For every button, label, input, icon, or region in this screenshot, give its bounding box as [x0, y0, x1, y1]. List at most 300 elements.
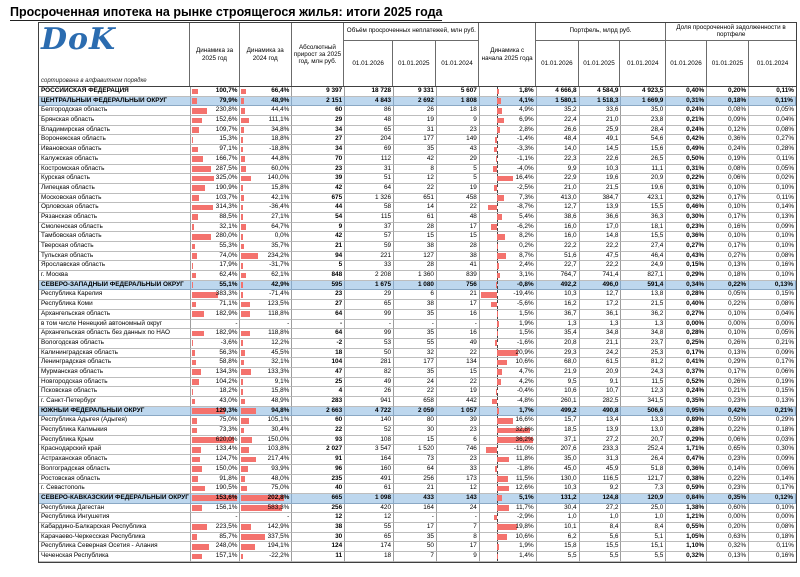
cell-s26: 0,31%: [666, 184, 707, 194]
cell-p26: 21,0: [537, 184, 580, 194]
cell-v24: -: [437, 320, 480, 330]
cell-v26: 64: [345, 184, 394, 194]
cell-v25: 80: [394, 416, 437, 426]
cell-p25: 490,8: [580, 407, 622, 417]
cell-s25: 0,59%: [707, 416, 749, 426]
cell-v25: 28: [394, 261, 437, 271]
dynamics-databar: [192, 108, 208, 114]
cell-dyn: -0,4%: [480, 387, 537, 397]
cell-d24: 44,4%: [240, 106, 292, 116]
cell-s26: 0,49%: [666, 145, 707, 155]
cell-v26: 108: [345, 436, 394, 446]
cell-s25: 0,32%: [707, 542, 749, 552]
cell-s26: 0,23%: [666, 223, 707, 233]
cell-p26: 413,0: [537, 194, 580, 204]
cell-v26: 2 208: [345, 271, 394, 281]
dynamics-databar: [241, 205, 243, 211]
cell-s26: 0,25%: [666, 339, 707, 349]
region-name: Костромская область: [39, 165, 191, 175]
col-header-abs: Абсолютный прирост за 2025 год, млн руб.: [292, 23, 345, 86]
cell-s25: 0,26%: [707, 339, 749, 349]
cell-v25: 38: [394, 300, 437, 310]
cell-v24: 1 808: [437, 97, 480, 107]
dynamics-databar: [192, 428, 197, 434]
cell-p25: 22,2: [580, 242, 622, 252]
cell-s25: 0,13%: [707, 261, 749, 271]
region-name: Архангельская область без данных по НАО: [39, 329, 191, 339]
cell-p26: 15,8: [537, 542, 580, 552]
dynamics-databar: [192, 350, 196, 356]
cell-dyn: -1,8%: [480, 465, 537, 475]
cell-p26: 764,7: [537, 271, 580, 281]
cell-abs: 5: [292, 261, 345, 271]
dynamics-start-databar: [497, 495, 502, 501]
cell-d24: 123,5%: [240, 300, 292, 310]
dynamics-start-databar: [497, 195, 504, 201]
cell-p26: 16,2: [537, 300, 580, 310]
cell-d25: 182,9%: [191, 310, 241, 320]
cell-d25: 97,1%: [191, 145, 241, 155]
cell-p25: 49,1: [580, 135, 622, 145]
cell-v24: 22: [437, 349, 480, 359]
table-row: [39, 135, 796, 145]
region-name: Ленинградская область: [39, 358, 191, 368]
cell-s25: 0,22%: [707, 426, 749, 436]
dynamics-databar: [192, 147, 199, 153]
cell-s26: 0,50%: [666, 155, 707, 165]
cell-abs: 40: [292, 484, 345, 494]
cell-p24: 51,8: [621, 465, 666, 475]
dynamics-databar: [241, 292, 243, 298]
cell-abs: 42: [292, 232, 345, 242]
region-name: Владимирская область: [39, 126, 191, 136]
dynamics-databar: [241, 127, 243, 133]
region-name: Астраханская область: [39, 455, 191, 465]
cell-d24: 44,8%: [240, 155, 292, 165]
dynamics-databar: [192, 457, 201, 463]
dynamics-start-databar: [497, 505, 509, 511]
cell-v25: -: [394, 513, 437, 523]
cell-v26: 99: [345, 310, 394, 320]
cell-s24: 0,18%: [749, 533, 796, 543]
cell-s25: 0,10%: [707, 310, 749, 320]
cell-p24: 20,7: [621, 436, 666, 446]
cell-s24: 0,05%: [749, 165, 796, 175]
cell-p26: 26,6: [537, 126, 580, 136]
page-title: Просроченная ипотека на рынке строящегося жилья: итоги 2025 года: [10, 5, 443, 19]
cell-d24: 27,1%: [240, 213, 292, 223]
cell-s26: 0,28%: [666, 290, 707, 300]
dynamics-databar: [192, 399, 195, 405]
cell-s25: 0,36%: [707, 135, 749, 145]
cell-p26: 4 666,8: [537, 87, 580, 97]
cell-s25: 0,12%: [707, 126, 749, 136]
dynamics-databar: [241, 176, 251, 182]
region-name: Липецкая область: [39, 184, 191, 194]
region-name: Республика Адыгея (Адыгея): [39, 416, 191, 426]
dynamics-databar: [241, 554, 243, 560]
cell-s26: 0,22%: [666, 174, 707, 184]
cell-d25: 15,3%: [191, 135, 241, 145]
region-name: Псковская область: [39, 387, 191, 397]
cell-v26: 4 843: [345, 97, 394, 107]
cell-s24: 0,11%: [749, 155, 796, 165]
cell-dyn: 2,4%: [480, 261, 537, 271]
cell-p24: 27,4: [621, 242, 666, 252]
cell-p24: 28,4: [621, 126, 666, 136]
cell-p24: 19,6: [621, 184, 666, 194]
cell-p26: 30,4: [537, 504, 580, 514]
dynamics-start-databar: [495, 466, 497, 472]
cell-p24: 23,8: [621, 116, 666, 126]
region-name: Республика Карелия: [39, 290, 191, 300]
cell-s24: 0,04%: [749, 310, 796, 320]
cell-v24: 21: [437, 290, 480, 300]
table-row: [39, 358, 796, 368]
cell-v26: 1 098: [345, 494, 394, 504]
dynamics-databar: [192, 379, 199, 385]
cell-dyn: 11,7%: [480, 504, 537, 514]
table-row: [39, 416, 796, 426]
table-row: [39, 184, 796, 194]
cell-s26: 0,31%: [666, 97, 707, 107]
dynamics-databar: [192, 466, 202, 472]
dynamics-databar: [241, 166, 245, 172]
cell-abs: 25: [292, 378, 345, 388]
cell-p25: 14,8: [580, 232, 622, 242]
cell-dyn: 1,7%: [480, 407, 537, 417]
table-row: [39, 407, 796, 417]
cell-p26: 35,4: [537, 329, 580, 339]
cell-v25: -: [394, 320, 437, 330]
cell-p25: 233,3: [580, 445, 622, 455]
cell-p24: 36,2: [621, 310, 666, 320]
cell-abs: 60: [292, 106, 345, 116]
cell-d25: 56,3%: [191, 349, 241, 359]
cell-d25: 71,1%: [191, 300, 241, 310]
cell-p25: 124,8: [580, 494, 622, 504]
cell-p24: 13,8: [621, 290, 666, 300]
cell-d24: 94,8%: [240, 407, 292, 417]
cell-s25: 0,65%: [707, 445, 749, 455]
cell-p25: 22,2: [580, 261, 622, 271]
cell-s26: 1,71%: [666, 445, 707, 455]
cell-v25: 7: [394, 552, 437, 562]
cell-p24: 506,6: [621, 407, 666, 417]
dynamics-start-databar: [481, 292, 497, 298]
cell-p25: 10,3: [580, 165, 622, 175]
cell-dyn: 1,9%: [480, 320, 537, 330]
dynamics-start-databar: [497, 369, 502, 375]
cell-dyn: -6,2%: [480, 223, 537, 233]
region-name: Республика Ингушетия: [39, 513, 191, 523]
cell-d25: 152,6%: [191, 116, 241, 126]
dynamics-databar: [241, 147, 243, 153]
dynamics-databar: [241, 457, 256, 463]
cell-v24: 23: [437, 455, 480, 465]
cell-s26: 0,24%: [666, 126, 707, 136]
cell-s25: 0,27%: [707, 252, 749, 262]
cell-d25: 55,1%: [191, 281, 241, 291]
cell-s26: 0,29%: [666, 271, 707, 281]
cell-abs: 9: [292, 223, 345, 233]
table-row: [39, 281, 796, 291]
table-row: [39, 445, 796, 455]
region-name: Краснодарский край: [39, 445, 191, 455]
cell-v26: 1 326: [345, 194, 394, 204]
dynamics-databar: [192, 205, 214, 211]
cell-p26: 1,0: [537, 513, 580, 523]
date-header: 01.01.2026: [536, 41, 579, 86]
dynamics-databar: [192, 176, 214, 182]
cell-d24: 48,9%: [240, 97, 292, 107]
cell-p24: 1 669,9: [621, 97, 666, 107]
cell-v25: 8: [394, 165, 437, 175]
table-row: [39, 174, 796, 184]
region-name: Тамбовская область: [39, 232, 191, 242]
cell-s24: 0,16%: [749, 552, 796, 562]
cell-abs: 34: [292, 126, 345, 136]
cell-dyn: 1,9%: [480, 542, 537, 552]
cell-d25: 133,4%: [191, 445, 241, 455]
region-name: Калининградская область: [39, 349, 191, 359]
cell-abs: 12: [292, 513, 345, 523]
cell-abs: -: [292, 320, 345, 330]
cell-p25: 17,0: [580, 223, 622, 233]
cell-v24: 19: [437, 387, 480, 397]
cell-d24: 93,9%: [240, 465, 292, 475]
dynamics-databar: [241, 118, 249, 124]
cell-d24: 202,8%: [240, 494, 292, 504]
cell-s25: 0,17%: [707, 213, 749, 223]
table-row: [39, 242, 796, 252]
dynamics-start-databar: [497, 108, 502, 114]
cell-s26: 0,36%: [666, 465, 707, 475]
cell-d25: 325,0%: [191, 174, 241, 184]
cell-v25: 6: [394, 290, 437, 300]
dynamics-databar: [192, 369, 201, 375]
cell-s24: 0,12%: [749, 494, 796, 504]
cell-d24: 60,0%: [240, 165, 292, 175]
table-row: [39, 261, 796, 271]
cell-d25: 157,1%: [191, 552, 241, 562]
cell-s25: 0,16%: [707, 223, 749, 233]
cell-s26: 0,47%: [666, 455, 707, 465]
cell-s25: 0,17%: [707, 368, 749, 378]
cell-v25: 2 692: [394, 97, 437, 107]
cell-v26: 82: [345, 368, 394, 378]
cell-p26: 16,0: [537, 232, 580, 242]
dynamics-databar: [192, 418, 197, 424]
region-name: Рязанская область: [39, 213, 191, 223]
region-name: Республика Калмыкия: [39, 426, 191, 436]
cell-v24: 7: [437, 523, 480, 533]
cell-s25: 0,05%: [707, 290, 749, 300]
cell-p24: 13,0: [621, 426, 666, 436]
dynamics-databar: [192, 273, 196, 279]
cell-v24: 839: [437, 271, 480, 281]
cell-p25: 19,6: [580, 174, 622, 184]
cell-v26: 51: [345, 174, 394, 184]
region-name: Ивановская область: [39, 145, 191, 155]
dynamics-databar: [241, 437, 251, 443]
cell-v25: 17: [394, 523, 437, 533]
dynamics-databar: [192, 244, 196, 250]
dynamics-databar: [241, 108, 244, 114]
dynamics-start-databar: [497, 263, 499, 269]
cell-p25: 13,9: [580, 426, 622, 436]
cell-p25: 5,6: [580, 533, 622, 543]
logo-cell: [39, 23, 190, 86]
cell-v24: 23: [437, 426, 480, 436]
cell-p24: 120,9: [621, 494, 666, 504]
cell-p25: 15,5: [580, 542, 622, 552]
cell-v26: 52: [345, 426, 394, 436]
cell-v26: 50: [345, 349, 394, 359]
cell-s24: 0,08%: [749, 252, 796, 262]
dynamics-start-databar: [488, 205, 497, 211]
cell-p26: 1 580,1: [537, 97, 580, 107]
dynamics-databar: [241, 253, 257, 259]
cell-v26: 55: [345, 523, 394, 533]
dynamics-start-databar: [497, 234, 505, 240]
cell-s24: 0,14%: [749, 475, 796, 485]
table-row: [39, 97, 796, 107]
cell-d24: 337,5%: [240, 533, 292, 543]
cell-d25: 124,7%: [191, 455, 241, 465]
cell-v25: 1 080: [394, 281, 437, 291]
col-group-overdue: [344, 23, 479, 86]
cell-s26: 0,30%: [666, 213, 707, 223]
dynamics-databar: [192, 544, 209, 550]
cell-d24: 234,2%: [240, 252, 292, 262]
region-name: Новгородская область: [39, 378, 191, 388]
cell-v25: 433: [394, 494, 437, 504]
cell-abs: 64: [292, 329, 345, 339]
dynamics-start-databar: [497, 253, 506, 259]
region-name: Архангельская область: [39, 310, 191, 320]
region-name: Тульская область: [39, 252, 191, 262]
cell-p24: 1,0: [621, 513, 666, 523]
cell-abs: 23: [292, 165, 345, 175]
cell-s25: 0,24%: [707, 145, 749, 155]
cell-p25: 36,6: [580, 213, 622, 223]
cell-dyn: 0,2%: [480, 242, 537, 252]
dynamics-databar: [241, 311, 249, 317]
cell-v26: 12: [345, 513, 394, 523]
cell-p26: 51,6: [537, 252, 580, 262]
cell-s24: 0,09%: [749, 223, 796, 233]
cell-d25: 223,5%: [191, 523, 241, 533]
dynamics-databar: [192, 224, 194, 230]
dynamics-start-databar: [497, 476, 509, 482]
cell-s25: 0,23%: [707, 484, 749, 494]
dynamics-start-databar: [495, 137, 496, 143]
cell-p26: 5,5: [537, 552, 580, 562]
region-name: г. Севастополь: [39, 484, 191, 494]
cell-v24: 6: [437, 436, 480, 446]
cell-p26: 1,3: [537, 320, 580, 330]
cell-abs: 235: [292, 475, 345, 485]
cell-abs: 11: [292, 552, 345, 562]
date-header: 01.01.2026: [344, 41, 393, 86]
cell-v25: 50: [394, 542, 437, 552]
dynamics-start-databar: [497, 214, 502, 220]
cell-p25: 9,1: [580, 378, 622, 388]
dynamics-start-databar: [497, 98, 501, 104]
cell-abs: -2: [292, 339, 345, 349]
cell-p26: 16,0: [537, 223, 580, 233]
cell-p24: 7,3: [621, 484, 666, 494]
cell-v24: 16: [437, 310, 480, 320]
cell-p25: 1 518,3: [580, 97, 622, 107]
dynamics-databar: [241, 273, 245, 279]
cell-s25: 0,35%: [707, 494, 749, 504]
dynamics-databar: [241, 369, 250, 375]
cell-dyn: 8,7%: [480, 252, 537, 262]
dynamics-databar: [241, 350, 244, 356]
cell-p26: 12,7: [537, 203, 580, 213]
cell-d24: 194,1%: [240, 542, 292, 552]
cell-v25: 31: [394, 126, 437, 136]
dynamics-databar: [192, 98, 197, 104]
cell-d24: 48,9%: [240, 397, 292, 407]
cell-p26: 6,2: [537, 533, 580, 543]
cell-v26: 65: [345, 126, 394, 136]
dynamics-start-databar: [491, 224, 497, 230]
cell-p25: 17,2: [580, 300, 622, 310]
cell-v26: 61: [345, 484, 394, 494]
region-name: Республика Коми: [39, 300, 191, 310]
cell-p26: 21,9: [537, 368, 580, 378]
dynamics-databar: [241, 428, 243, 434]
table-row: [39, 320, 796, 330]
cell-s25: 0,06%: [707, 436, 749, 446]
cell-v26: 37: [345, 223, 394, 233]
cell-p25: 34,8: [580, 329, 622, 339]
cell-dyn: -1,1%: [480, 155, 537, 165]
table-row: [39, 271, 796, 281]
cell-p24: 24,9: [621, 261, 666, 271]
cell-dyn: 4,2%: [480, 378, 537, 388]
cell-d24: 583,3%: [240, 504, 292, 514]
cell-s26: 0,89%: [666, 416, 707, 426]
dynamics-start-databar: [497, 311, 499, 317]
cell-v26: 160: [345, 465, 394, 475]
cell-dyn: -0,8%: [480, 281, 537, 291]
region-name: Ярославская область: [39, 261, 191, 271]
table-row: [39, 290, 796, 300]
table-row: [39, 455, 796, 465]
cell-d25: 18,2%: [191, 387, 241, 397]
table-row: [39, 106, 796, 116]
table-row: [39, 387, 796, 397]
region-name: Чеченская Республика: [39, 552, 191, 562]
dynamics-start-databar: [497, 176, 513, 182]
dynamics-databar: [192, 185, 205, 191]
cell-v25: 35: [394, 145, 437, 155]
cell-v24: 458: [437, 194, 480, 204]
cell-dyn: -2,5%: [480, 184, 537, 194]
cell-v26: 420: [345, 504, 394, 514]
date-header: 01.01.2025: [707, 41, 749, 86]
dynamics-databar: [241, 282, 243, 288]
table-row: [39, 397, 796, 407]
cell-v24: 22: [437, 378, 480, 388]
dynamics-databar: [241, 466, 248, 472]
dynamics-databar: [241, 399, 244, 405]
cell-s25: 0,17%: [707, 242, 749, 252]
